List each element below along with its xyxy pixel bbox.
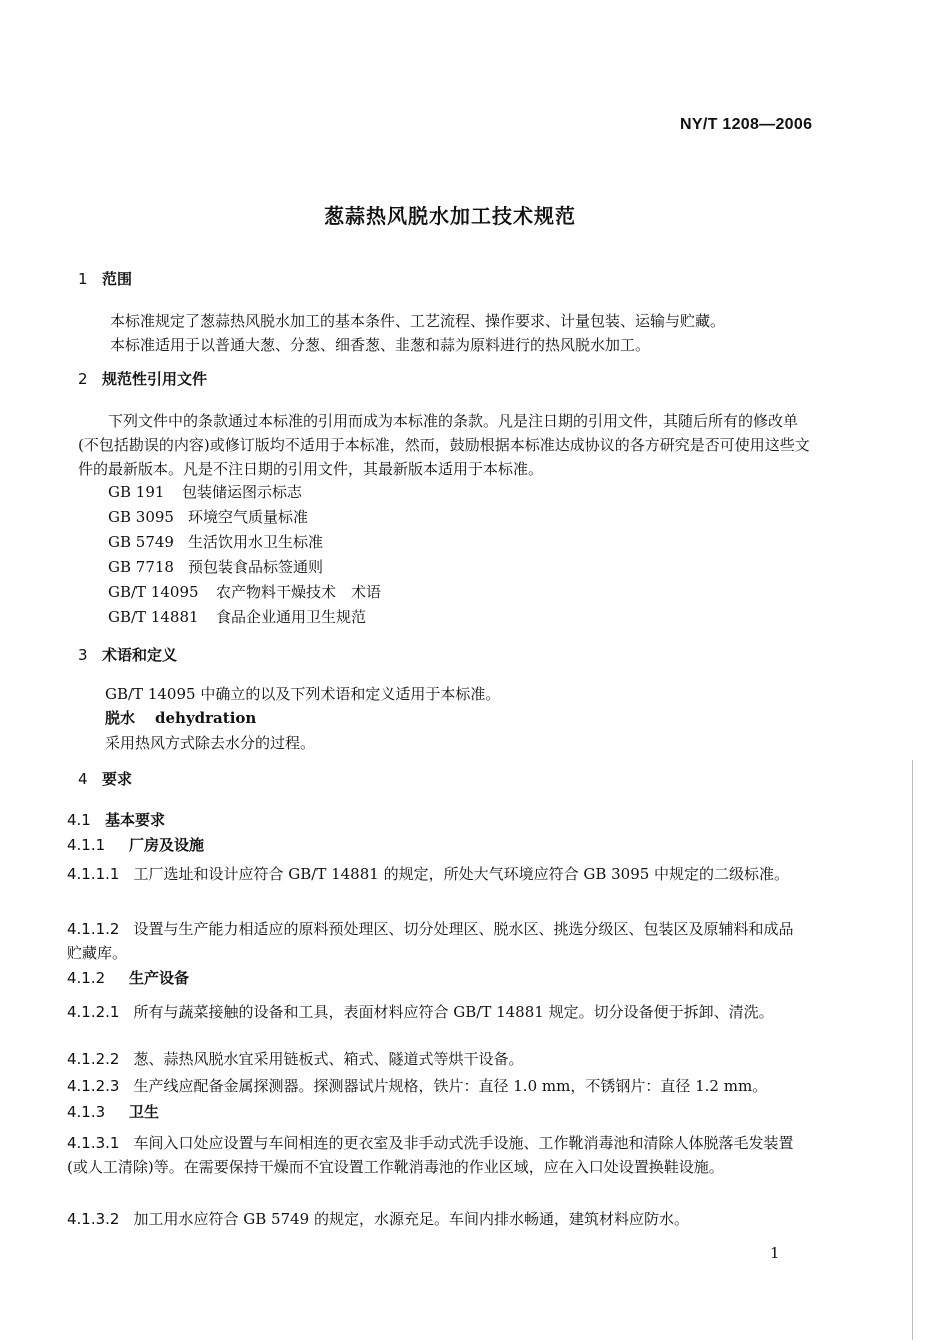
clause-text: 设置与生产能力相适应的原料预处理区、切分处理区、脱水区、挑选分级区、包装区及原辅料和成品贮藏库。 — [67, 920, 794, 962]
section-title: 术语和定义 — [102, 646, 178, 664]
subsection-title: 卫生 — [129, 1103, 160, 1121]
clause-4-1-1-1 — [67, 862, 807, 886]
clause-number: 4.1.2.2 — [67, 1050, 120, 1068]
section-3-heading — [78, 644, 177, 665]
clause-4-1-2-1 — [67, 1000, 807, 1024]
scope-paragraph-1: 本标准规定了葱蒜热风脱水加工的基本条件、工艺流程、操作要求、计量包装、运输与贮藏。 — [110, 312, 726, 330]
section-number: 1 — [78, 270, 88, 288]
section-4-heading — [78, 768, 132, 789]
subsection-title: 厂房及设施 — [129, 836, 205, 854]
reference-code: GB 5749 — [108, 533, 174, 551]
scan-edge-line — [912, 760, 913, 1340]
clause-number: 4.1.1.2 — [67, 920, 120, 938]
reference-item — [108, 581, 381, 602]
section-number: 3 — [78, 646, 88, 664]
clause-number: 4.1.2.3 — [67, 1077, 120, 1095]
subsection-4-1-heading — [67, 809, 165, 830]
term-definition: 采用热风方式除去水分的过程。 — [105, 734, 316, 752]
subsection-4-1-3-heading — [67, 1101, 159, 1122]
clause-text: 车间入口处应设置与车间相连的更衣室及非手动式洗手设施、工作靴消毒池和清除人体脱落毛发装置(或人工清除)等。在需要保持干燥而不宜设置工作靴消毒池的作业区域，应在入口处设置换鞋设施。 — [67, 1134, 794, 1176]
reference-name: 食品企业通用卫生规范 — [216, 608, 367, 626]
reference-name: 预包装食品标签通则 — [188, 558, 324, 576]
scope-paragraph-2: 本标准适用于以普通大葱、分葱、细香葱、韭葱和蒜为原料进行的热风脱水加工。 — [110, 336, 651, 354]
subsection-4-1-1-heading — [67, 834, 204, 855]
reference-item — [108, 606, 366, 627]
page-title: 葱蒜热风脱水加工技术规范 — [324, 204, 576, 228]
clause-4-1-2-2 — [67, 1048, 524, 1069]
term-chinese: 脱水 — [105, 709, 136, 727]
clause-text: 葱、蒜热风脱水宜采用链板式、箱式、隧道式等烘干设备。 — [133, 1050, 524, 1068]
section-number: 4 — [78, 770, 88, 788]
section-2-heading — [78, 368, 207, 389]
clause-4-1-3-2 — [67, 1208, 689, 1229]
clause-4-1-1-2 — [67, 917, 807, 965]
clause-4-1-3-1 — [67, 1131, 807, 1179]
clause-number: 4.1.1.1 — [67, 865, 120, 883]
clause-number: 4.1.3.2 — [67, 1210, 120, 1228]
subsection-number: 4.1 — [67, 811, 91, 829]
section-title: 范围 — [102, 270, 133, 288]
subsection-title: 生产设备 — [129, 969, 190, 987]
reference-name: 农产物料干燥技术 术语 — [216, 583, 382, 601]
reference-item — [108, 556, 323, 577]
subsection-number: 4.1.3 — [67, 1103, 106, 1121]
reference-item — [108, 506, 308, 527]
term-english: dehydration — [155, 709, 257, 727]
normative-references-paragraph: 下列文件中的条款通过本标准的引用而成为本标准的条款。凡是注日期的引用文件，其随后所有的修改单(不包括勘误的内容)或修订版均不适用于本标准，然而，鼓励根据本标准达成协议的各方研究是否可使用这些文件的最新版本。凡是不注日期的引用文件，其最新版本适用于本标准。 — [78, 412, 810, 478]
section-title: 要求 — [102, 770, 133, 788]
section-number: 2 — [78, 370, 88, 388]
section-title: 规范性引用文件 — [102, 370, 208, 388]
clause-text: 所有与蔬菜接触的设备和工具，表面材料应符合 GB/T 14881 规定。切分设备便于拆卸、清洗。 — [133, 1003, 774, 1021]
clause-text: 生产线应配备金属探测器。探测器试片规格，铁片：直径 1.0 mm，不锈钢片：直径 1.2 mm。 — [133, 1077, 768, 1095]
reference-item — [108, 481, 302, 502]
subsection-number: 4.1.2 — [67, 969, 106, 987]
reference-name: 环境空气质量标准 — [188, 508, 309, 526]
standard-code: NY/T 1208—2006 — [680, 116, 813, 133]
clause-text: 加工用水应符合 GB 5749 的规定，水源充足。车间内排水畅通，建筑材料应防水。 — [133, 1210, 689, 1228]
section-1-heading — [78, 268, 132, 289]
reference-code: GB 191 — [108, 483, 165, 501]
clause-number: 4.1.2.1 — [67, 1003, 120, 1021]
reference-name: 包装储运图示标志 — [182, 483, 303, 501]
subsection-title: 基本要求 — [105, 811, 166, 829]
reference-code: GB 7718 — [108, 558, 174, 576]
reference-code: GB/T 14095 — [108, 583, 199, 601]
term-entry — [105, 707, 256, 728]
reference-name: 生活饮用水卫生标准 — [188, 533, 324, 551]
clause-number: 4.1.3.1 — [67, 1134, 120, 1152]
clause-4-1-2-3 — [67, 1075, 767, 1096]
clause-text: 工厂选址和设计应符合 GB/T 14881 的规定，所处大气环境应符合 GB 3095 中规定的二级标准。 — [133, 865, 790, 883]
reference-code: GB 3095 — [108, 508, 174, 526]
page-number: 1 — [770, 1244, 780, 1262]
reference-code: GB/T 14881 — [108, 608, 199, 626]
terms-intro: GB/T 14095 中确立的以及下列术语和定义适用于本标准。 — [105, 685, 501, 703]
reference-item — [108, 531, 323, 552]
subsection-number: 4.1.1 — [67, 836, 106, 854]
subsection-4-1-2-heading — [67, 967, 189, 988]
